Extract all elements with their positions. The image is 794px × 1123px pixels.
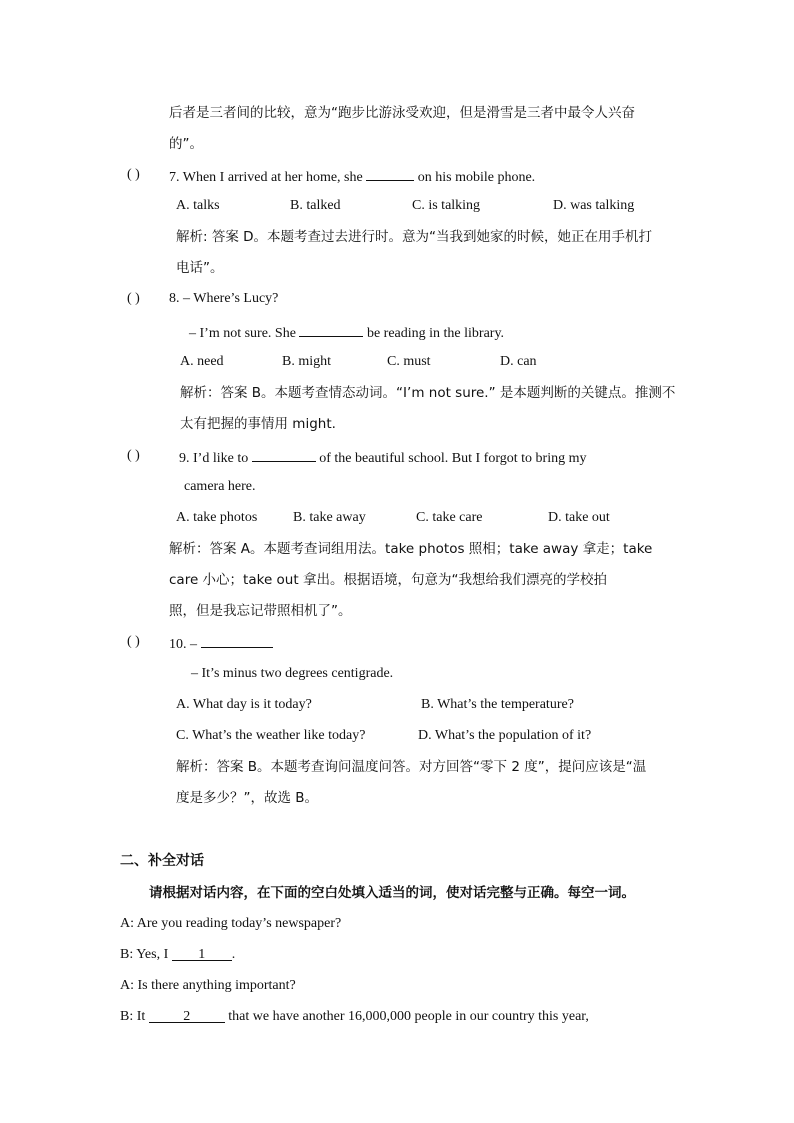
- q6-analysis-line2: 的”。: [169, 136, 203, 152]
- blank-number: 2: [183, 1009, 191, 1024]
- q8-stem-before: – I’m not sure. She: [189, 326, 296, 341]
- q10-stem-line1: [169, 633, 273, 654]
- q7-analysis-line2: 电话”。: [176, 260, 224, 276]
- q7-analysis-line1: 解析: 答案 D。本题考查过去进行时。意为“当我到她家的时候，她正在用手机打: [176, 229, 653, 245]
- q9-stem-after: of the beautiful school. But I forgot to bring my: [319, 451, 587, 466]
- q8-option-d: D. can: [500, 354, 537, 369]
- dialogue-text: Are you reading today’s newspaper?: [136, 916, 342, 931]
- q10-answer-paren: ( ): [127, 634, 140, 649]
- q8-stem-line1: 8. – Where’s Lucy?: [169, 291, 279, 306]
- dialogue-text-after: .: [231, 947, 236, 962]
- q10-stem-line2: – It’s minus two degrees centigrade.: [191, 666, 394, 681]
- q9-stem-before: 9. I’d like to: [179, 451, 249, 466]
- q9-blank: [252, 447, 316, 462]
- q10-option-a: A. What day is it today?: [176, 697, 312, 712]
- q7-stem-after: on his mobile phone.: [417, 170, 536, 185]
- dialogue-speaker: B:: [120, 1009, 134, 1024]
- q8-option-a: A. need: [180, 354, 224, 369]
- q8-answer-paren: ( ): [127, 291, 140, 306]
- section2-instruction: 请根据对话内容，在下面的空白处填入适当的词，使对话完整与正确。每空一词。: [149, 885, 635, 901]
- q7-stem: [169, 166, 535, 187]
- blank-1: [172, 946, 232, 961]
- q9-answer-paren: ( ): [127, 448, 140, 463]
- q10-analysis-line2: 度是多少？”，故选 B。: [176, 790, 319, 806]
- q10-analysis-line1: 解析：答案 B。本题考查询问温度问答。对方回答“零下 2 度”，提问应该是“温: [176, 759, 647, 775]
- dialogue-text-after: that we have another 16,000,000 people in our country this year,: [228, 1009, 589, 1024]
- q8-analysis-line2: 太有把握的事情用 might.: [180, 416, 336, 432]
- dialogue-text: Is there anything important?: [137, 978, 296, 993]
- q8-stem-after: be reading in the library.: [366, 326, 505, 341]
- q9-stem-line1: [179, 447, 586, 468]
- q7-answer-paren: ( ): [127, 167, 140, 182]
- q8-stem-line2: [189, 322, 504, 343]
- q7-option-d: D. was talking: [553, 198, 635, 213]
- q8-option-b: B. might: [282, 354, 332, 369]
- dialogue-text-before: Yes, I: [136, 947, 169, 962]
- q7-blank: [366, 166, 414, 181]
- dialogue-line-2: [120, 946, 235, 964]
- dialogue-speaker: A:: [120, 916, 134, 931]
- q7-option-c: C. is talking: [412, 198, 481, 213]
- dialogue-speaker: A:: [120, 978, 134, 993]
- q10-blank: [201, 633, 273, 648]
- q9-analysis-line2: care 小心；take out 拿出。根据语境，句意为“我想给我们漂亮的学校拍: [169, 572, 607, 588]
- dialogue-text-before: It: [136, 1009, 146, 1024]
- dialogue-line-4: [120, 1008, 589, 1026]
- q9-option-c: C. take care: [416, 510, 483, 525]
- q9-analysis-line3: 照，但是我忘记带照相机了”。: [169, 603, 352, 619]
- blank-number: 1: [198, 947, 206, 962]
- q10-stem-before: 10. –: [169, 637, 197, 652]
- dialogue-line-1: [120, 915, 341, 933]
- q10-option-d: D. What’s the population of it?: [418, 728, 592, 743]
- q7-stem-before: 7. When I arrived at her home, she: [169, 170, 363, 185]
- q9-option-a: A. take photos: [176, 510, 258, 525]
- q9-analysis-line1: 解析：答案 A。本题考查词组用法。take photos 照相；take away 拿走；take: [169, 541, 653, 557]
- q10-option-b: B. What’s the temperature?: [421, 697, 574, 712]
- q9-stem-line2: camera here.: [184, 479, 256, 494]
- q9-option-b: B. take away: [293, 510, 366, 525]
- q7-option-b: B. talked: [290, 198, 341, 213]
- q9-option-d: D. take out: [548, 510, 610, 525]
- q8-analysis-line1: 解析：答案 B。本题考查情态动词。“I’m not sure.” 是本题判断的关键点。推测不: [180, 385, 676, 401]
- section2-title: 二、补全对话: [120, 853, 204, 869]
- q8-option-c: C. must: [387, 354, 431, 369]
- q10-option-c: C. What’s the weather like today?: [176, 728, 366, 743]
- q7-option-a: A. talks: [176, 198, 220, 213]
- dialogue-speaker: B:: [120, 947, 134, 962]
- dialogue-line-3: [120, 977, 296, 995]
- q8-blank: [299, 322, 363, 337]
- q6-analysis-line1: 后者是三者间的比较，意为“跑步比游泳受欢迎，但是滑雪是三者中最令人兴奋: [169, 105, 635, 121]
- blank-2: [149, 1008, 225, 1023]
